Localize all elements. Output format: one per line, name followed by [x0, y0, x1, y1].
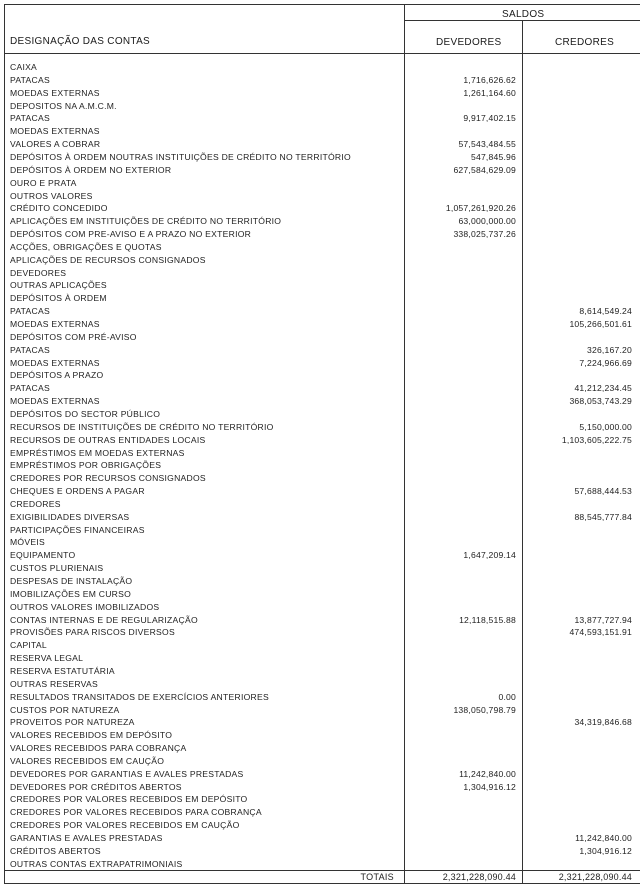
account-row	[4, 524, 640, 537]
debit-value: 57,543,484.55	[458, 139, 516, 150]
account-row	[4, 357, 640, 370]
account-label: DEPÓSITOS À ORDEM	[10, 293, 107, 304]
account-row	[4, 138, 640, 151]
account-label: EMPRÉSTIMOS POR OBRIGAÇÕES	[10, 460, 162, 471]
totals-debit: 2,321,228,090.44	[442, 872, 516, 882]
debit-value: 138,050,798.79	[453, 704, 516, 715]
credit-value: 105,266,501.61	[569, 319, 632, 329]
devedores-header: DEVEDORES	[436, 37, 502, 48]
account-label: OUTROS VALORES	[10, 190, 93, 201]
credit-value: 5,150,000.00	[579, 421, 632, 432]
account-row	[4, 588, 640, 601]
account-label: MOEDAS EXTERNAS	[10, 319, 100, 329]
account-label: CUSTOS PLURIENAIS	[10, 563, 104, 574]
account-row	[4, 190, 640, 203]
account-label: RESERVA ESTATUTÁRIA	[10, 665, 115, 676]
account-row	[4, 254, 640, 267]
account-row	[4, 665, 640, 678]
account-label: DEVEDORES POR GARANTIAS E AVALES PRESTADAS	[10, 768, 244, 779]
debit-value: 11,242,840.00	[459, 768, 516, 779]
debit-value: 338,025,737.26	[453, 229, 516, 240]
account-label: RESERVA LEGAL	[10, 653, 84, 664]
account-row	[4, 485, 640, 498]
account-row	[4, 228, 640, 241]
account-row	[4, 716, 640, 729]
account-label: EQUIPAMENTO	[10, 550, 76, 561]
account-label: DESPESAS DE INSTALAÇÃO	[10, 576, 133, 586]
account-row	[4, 691, 640, 704]
account-label: PROVEITOS POR NATUREZA	[10, 717, 135, 728]
account-row	[4, 61, 640, 74]
account-row	[4, 755, 640, 768]
account-label: CHEQUES E ORDENS A PAGAR	[10, 486, 145, 497]
debit-value: 1,716,626.62	[463, 74, 516, 85]
account-label: DEPÓSITOS À ORDEM NOUTRAS INSTITUIÇÕES DE CRÉDITO NO TERRITÓRIO	[10, 151, 351, 162]
account-label: GARANTIAS E AVALES PRESTADAS	[10, 833, 163, 843]
totals-credit: 2,321,228,090.44	[558, 872, 632, 882]
account-row	[4, 151, 640, 164]
debit-value: 627,584,629.09	[453, 164, 516, 175]
account-row	[4, 832, 640, 845]
account-row	[4, 626, 640, 639]
account-row	[4, 447, 640, 460]
account-row	[4, 704, 640, 717]
account-row	[4, 498, 640, 511]
account-label: CREDORES POR RECURSOS CONSIGNADOS	[10, 473, 206, 484]
account-label: OUTROS VALORES IMOBILIZADOS	[10, 601, 160, 612]
account-row	[4, 369, 640, 382]
account-row	[4, 100, 640, 113]
account-row	[4, 112, 640, 125]
account-row	[4, 421, 640, 434]
account-label: DEPÓSITOS DO SECTOR PÚBLICO	[10, 408, 161, 419]
account-row	[4, 395, 640, 408]
account-label: DEPÓSITOS A PRAZO	[10, 370, 104, 381]
account-row	[4, 601, 640, 614]
saldos-header: SALDOS	[502, 9, 545, 20]
account-label: RESULTADOS TRANSITADOS DE EXERCÍCIOS ANTERIORES	[10, 691, 269, 702]
account-row	[4, 241, 640, 254]
credores-header: CREDORES	[555, 37, 615, 48]
credit-value: 8,614,549.24	[579, 306, 632, 317]
account-row	[4, 164, 640, 177]
account-label: MOEDAS EXTERNAS	[10, 396, 100, 407]
debit-value: 63,000,000.00	[458, 216, 516, 227]
debit-value: 547,845.96	[470, 151, 516, 162]
debit-value: 0.00	[498, 691, 516, 702]
account-row	[4, 344, 640, 357]
account-label: PROVISÕES PARA RISCOS DIVERSOS	[10, 627, 175, 638]
account-row	[4, 318, 640, 331]
designacao-header: DESIGNAÇÃO DAS CONTAS	[10, 36, 151, 47]
account-row	[4, 472, 640, 485]
account-label: MOEDAS EXTERNAS	[10, 357, 100, 368]
account-label: DEVEDORES POR CRÉDITOS ABERTOS	[10, 781, 182, 792]
account-label: IMOBILIZAÇÕES EM CURSO	[10, 588, 132, 599]
account-row	[4, 678, 640, 691]
account-label: APLICAÇÕES EM INSTITUIÇÕES DE CRÉDITO NO TERRITÓRIO	[10, 216, 282, 227]
account-row	[4, 305, 640, 318]
account-label: ACÇÕES, OBRIGAÇÕES E QUOTAS	[10, 241, 162, 252]
account-row	[4, 511, 640, 524]
account-label: OURO E PRATA	[10, 177, 77, 188]
account-row	[4, 87, 640, 100]
account-label: OUTRAS APLICAÇÕES	[10, 280, 107, 291]
account-row	[4, 575, 640, 588]
debit-value: 1,057,261,920.26	[445, 203, 516, 214]
account-row	[4, 652, 640, 665]
account-label: CUSTOS POR NATUREZA	[10, 704, 120, 715]
account-row	[4, 742, 640, 755]
account-row	[4, 292, 640, 305]
account-label: PATACAS	[10, 113, 50, 124]
debit-value: 1,304,916.12	[463, 781, 516, 792]
account-row	[4, 793, 640, 806]
account-label: APLICAÇÕES DE RECURSOS CONSIGNADOS	[10, 254, 206, 265]
account-row	[4, 215, 640, 228]
account-label: DEPÓSITOS COM PRÉ-AVISO	[10, 331, 137, 342]
account-label: CAPITAL	[10, 640, 47, 651]
account-label: CAIXA	[10, 62, 38, 72]
account-row	[4, 202, 640, 215]
account-row	[4, 614, 640, 627]
debit-value: 12,118,515.88	[459, 614, 516, 625]
debit-value: 9,917,402.15	[463, 113, 516, 124]
account-row	[4, 459, 640, 472]
account-row	[4, 125, 640, 138]
account-label: PATACAS	[10, 306, 50, 317]
account-label: CREDORES POR VALORES RECEBIDOS PARA COBRANÇA	[10, 807, 262, 818]
credit-value: 1,103,605,222.75	[561, 434, 632, 445]
account-row	[4, 549, 640, 562]
account-label: VALORES RECEBIDOS EM CAUÇÃO	[10, 755, 165, 766]
account-label: VALORES A COBRAR	[10, 139, 101, 150]
account-row	[4, 331, 640, 344]
account-label: OUTRAS RESERVAS	[10, 678, 98, 689]
account-label: CRÉDITOS ABERTOS	[10, 845, 101, 856]
account-label: DEVEDORES	[10, 267, 67, 278]
account-label: MOEDAS EXTERNAS	[10, 87, 100, 98]
credit-value: 41,212,234.45	[574, 383, 632, 394]
account-label: PATACAS	[10, 344, 50, 355]
account-row	[4, 536, 640, 549]
account-label: CREDORES	[10, 498, 61, 509]
account-row	[4, 177, 640, 190]
header-bottom-border	[4, 53, 640, 54]
debit-value: 1,261,164.60	[463, 87, 516, 98]
account-label: MÓVEIS	[10, 537, 45, 548]
account-label: EMPRÉSTIMOS EM MOEDAS EXTERNAS	[10, 447, 185, 458]
account-row	[4, 845, 640, 858]
account-row	[4, 382, 640, 395]
credit-value: 474,593,151.91	[569, 627, 632, 638]
account-label: CRÉDITO CONCEDIDO	[10, 203, 108, 214]
account-label: DEPÓSITOS À ORDEM NO EXTERIOR	[10, 164, 172, 175]
account-label: CREDORES POR VALORES RECEBIDOS EM CAUÇÃO	[10, 820, 240, 831]
balance-sheet	[4, 4, 640, 884]
account-label: DEPÓSITOS COM PRE-AVISO E A PRAZO NO EXTERIOR	[10, 229, 252, 240]
debit-value: 1,647,209.14	[463, 550, 516, 561]
totals-label: TOTAIS	[360, 872, 394, 882]
account-label: CREDORES POR VALORES RECEBIDOS EM DEPÓSITO	[10, 794, 248, 805]
credit-value: 57,688,444.53	[574, 486, 632, 497]
account-label: DEPOSITOS NA A.M.C.M.	[10, 100, 117, 111]
account-label: PARTICIPAÇÕES FINANCEIRAS	[10, 524, 145, 535]
totals-row	[4, 871, 640, 884]
account-label: EXIGIBILIDADES DIVERSAS	[10, 511, 130, 522]
account-row	[4, 858, 640, 871]
account-row	[4, 74, 640, 87]
account-row	[4, 562, 640, 575]
credit-value: 34,319,846.68	[574, 717, 632, 728]
account-row	[4, 781, 640, 794]
account-label: VALORES RECEBIDOS PARA COBRANÇA	[10, 743, 187, 754]
credit-value: 11,242,840.00	[575, 833, 632, 843]
account-label: OUTRAS CONTAS EXTRAPATRIMONIAIS	[10, 858, 183, 869]
account-label: CONTAS INTERNAS E DE REGULARIZAÇÃO	[10, 614, 198, 625]
credit-value: 88,545,777.84	[574, 511, 632, 522]
account-label: PATACAS	[10, 383, 50, 394]
account-row	[4, 729, 640, 742]
account-label: MOEDAS EXTERNAS	[10, 126, 100, 137]
account-label: VALORES RECEBIDOS EM DEPÓSITO	[10, 730, 173, 741]
account-label: RECURSOS DE INSTITUIÇÕES DE CRÉDITO NO TERRITÓRIO	[10, 421, 274, 432]
account-label: PATACAS	[10, 74, 50, 85]
account-row	[4, 806, 640, 819]
account-row	[4, 639, 640, 652]
credit-value: 326,167.20	[586, 344, 632, 355]
credit-value: 368,053,743.29	[569, 396, 632, 407]
account-row	[4, 279, 640, 292]
credit-value: 7,224,966.69	[579, 357, 632, 368]
account-row	[4, 819, 640, 832]
account-row	[4, 408, 640, 421]
credit-value: 13,877,727.94	[574, 614, 632, 625]
account-label: RECURSOS DE OUTRAS ENTIDADES LOCAIS	[10, 434, 206, 445]
account-row	[4, 768, 640, 781]
top-border	[4, 4, 640, 5]
account-row	[4, 434, 640, 447]
account-row	[4, 267, 640, 280]
credit-value: 1,304,916.12	[579, 845, 632, 856]
